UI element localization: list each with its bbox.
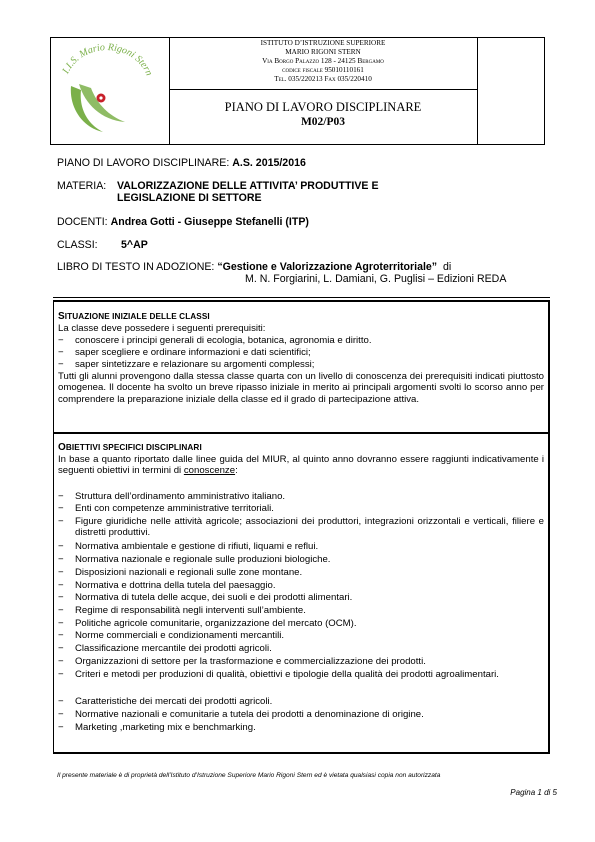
empty-cell [478, 38, 544, 144]
list-item: − Disposizioni nazionali e regionali sulle zone montane. [58, 567, 303, 578]
list-item: − Struttura dell’ordinamento amministrativo italiano. [58, 491, 286, 502]
document-title: PIANO DI LAVORO DISCIPLINARE [224, 100, 422, 114]
list-item: − Normativa e dottrina della tutela del paesaggio. [58, 580, 276, 591]
institute-cell [169, 38, 478, 144]
list-item: − Normativa di tutela delle acque, dei suoli e dei prodotti alimentari. [58, 592, 353, 603]
situazione-intro: La classe deve possedere i seguenti prerequisiti: [58, 323, 266, 334]
institute-tax-code: codice fiscale 95010110161 [282, 65, 364, 74]
docenti-label: DOCENTI: [57, 216, 108, 228]
list-item: − Criteri e metodi per produzioni di qualità, obiettivi e tipologie della qualità dei prodotti agroalimentari. [58, 669, 499, 680]
page-number: Pagina 1 di 5 [510, 788, 557, 797]
list-item: − Figure giuridiche nelle attività agricole; associazioni dei produttori, integrazioni orizzontali e verticali, filiere e distretti produttivi. [58, 516, 544, 539]
institute-info [169, 38, 477, 84]
institute-phone: Tel. 035/220213 Fax 035/220410 [274, 74, 372, 83]
svg-text:I.I.S. Mario Rigoni Stern [60, 42, 154, 78]
document-code: M02/P03 [300, 116, 346, 128]
libro-di: di [443, 261, 452, 273]
docenti-line [57, 216, 309, 228]
plan-label: PIANO DI LAVORO DISCIPLINARE: [57, 157, 230, 169]
list-item: − Normativa ambientale e gestione di rifiuti, liquami e reflui. [58, 541, 319, 552]
list-item: − Normativa nazionale e regionale sulle produzioni biologiche. [58, 554, 331, 565]
list-item: − Caratteristiche dei mercati dei prodotti agricoli. [58, 696, 273, 707]
list-item: − Organizzazioni di settore per la trasformazione e commercializzazione dei prodotti. [58, 656, 426, 667]
plan-line [57, 157, 306, 169]
list-item: − Politiche agricole comunitarie, organizzazione del mercato (OCM). [58, 618, 357, 629]
situazione-title: SITUAZIONE INIZIALE DELLE CLASSI [58, 311, 210, 322]
list-item: − Normative nazionali e comunitarie a tutela dei prodotti a denominazione di origine. [58, 709, 424, 720]
libro-label: LIBRO DI TESTO IN ADOZIONE: [57, 261, 215, 273]
school-logo [51, 38, 169, 144]
list-item: − conoscere i principi generali di ecologia, botanica, agronomia e diritto. [58, 335, 372, 346]
materia-value-1: VALORIZZAZIONE DELLE ATTIVITA’ PRODUTTIVE E [117, 180, 379, 192]
list-item: − saper sintetizzare e relazionare su argomenti complessi; [58, 359, 315, 370]
institute-line-2: MARIO RIGONI STERN [285, 47, 361, 56]
header-table [50, 37, 545, 145]
classi-value: 5^AP [121, 239, 148, 251]
institute-line-1: ISTITUTO D’ISTRUZIONE SUPERIORE [260, 39, 386, 47]
libro-line [57, 261, 451, 273]
section-rule-top [53, 297, 550, 298]
list-item: − Classificazione mercantile dei prodotti agricoli. [58, 643, 272, 654]
logo-cell [51, 38, 170, 144]
situazione-paragraph: Tutti gli alunni provengono dalla stessa classe quarta con un livello di conoscenza dei prerequisiti indicati piuttosto omogenea. Il docente ha svolto un breve ripasso iniziale in merito ai principali argomenti svolti lo scorso anno per comprendere la preparazione iniziale della classe ed il grado di partecipazione attiva. [58, 371, 544, 405]
materia-label: MATERIA: [57, 180, 107, 192]
obiettivi-intro: In base a quanto riportato dalle linee guida del MIUR, al quinto anno dovranno essere raggiunti indicativamente i seguenti obiettivi in termini di conoscenze: [58, 454, 544, 477]
list-item: − Enti con competenze amministrative territoriali. [58, 503, 274, 514]
docenti-value: Andrea Gotti - Giuseppe Stefanelli (ITP) [110, 216, 309, 228]
libro-title: “Gestione e Valorizzazione Agroterritoriale” [217, 261, 438, 273]
list-item: − Norme commerciali e condizionamenti mercantili. [58, 630, 285, 641]
libro-authors: M. N. Forgiarini, L. Damiani, G. Puglisi – Edizioni REDA [245, 273, 507, 285]
institute-address: Via Borgo Palazzo 128 - 24125 Bergamo [262, 56, 384, 65]
classi-label: CLASSI: [57, 239, 98, 251]
obiettivi-title: OBIETTIVI SPECIFICI DISCIPLINARI [58, 442, 202, 453]
copyright-note: Il presente materiale è di proprietà dell’Istituto d’Istruzione Superiore Mario Rigoni Stern ed è vietata qualsiasi copia non autorizzata [57, 772, 441, 779]
section-rule-bottom [53, 752, 550, 754]
list-item: − Marketing ,marketing mix e benchmarking. [58, 722, 256, 733]
logo-text: I.I.S. Mario Rigoni Stern [60, 41, 155, 78]
list-item: − saper scegliere e ordinare informazioni e dati scientifici; [58, 347, 311, 358]
list-item: − Regime di responsabilità negli interventi sull’ambiente. [58, 605, 306, 616]
materia-value-2: LEGISLAZIONE DI SETTORE [117, 192, 262, 204]
plan-year: A.S. 2015/2016 [232, 157, 306, 169]
